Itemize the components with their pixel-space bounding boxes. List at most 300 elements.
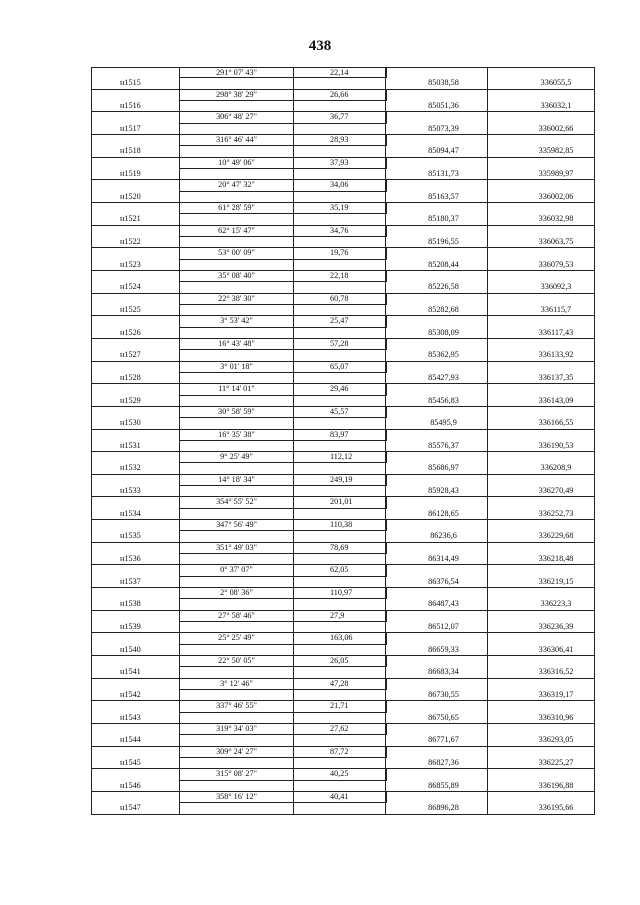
station-name: н1537 xyxy=(92,577,180,587)
distance-cell xyxy=(294,645,386,655)
coord-x: 85456,83 xyxy=(386,396,488,406)
leg-row xyxy=(91,769,595,780)
bearing: 351° 49' 03" xyxy=(180,543,294,554)
station-row xyxy=(91,645,595,656)
distance-cell xyxy=(294,237,386,247)
coord-x-cell xyxy=(386,294,488,305)
station-name: н1520 xyxy=(92,192,180,202)
bearing: 53° 00' 09" xyxy=(180,248,294,259)
bearing: 3° 12' 46" xyxy=(180,679,294,690)
coord-x-cell xyxy=(386,362,488,373)
distance: 110,38 xyxy=(294,520,386,531)
station-name: н1543 xyxy=(92,713,180,723)
leg-row xyxy=(91,792,595,803)
coord-x-cell xyxy=(386,452,488,463)
distance: 163,06 xyxy=(294,633,386,644)
coord-y-cell xyxy=(488,588,594,599)
distance: 28,93 xyxy=(294,135,386,146)
leg-row xyxy=(91,679,595,690)
station-row xyxy=(91,758,595,769)
coord-y-cell xyxy=(488,792,594,803)
distance-cell xyxy=(294,781,386,791)
bearing-cell xyxy=(180,237,294,247)
leg-row xyxy=(91,180,595,191)
station-row xyxy=(91,214,595,225)
coord-x-cell xyxy=(386,679,488,690)
distance-cell xyxy=(294,803,386,813)
distance-cell xyxy=(294,531,386,541)
leg-row xyxy=(91,316,595,327)
bearing: 14° 18' 34" xyxy=(180,475,294,486)
distance: 29,46 xyxy=(294,384,386,395)
bearing-cell xyxy=(180,758,294,768)
coord-y: 336293,05 xyxy=(538,735,574,745)
coord-x: 86512,07 xyxy=(386,622,488,632)
coord-x: 85163,57 xyxy=(386,192,488,202)
leg-row xyxy=(91,362,595,373)
bearing-cell xyxy=(180,441,294,451)
distance: 34,76 xyxy=(294,226,386,237)
coord-x-cell xyxy=(386,135,488,146)
coord-y-cell xyxy=(488,656,594,667)
station-name-cell xyxy=(92,430,180,441)
coord-y-cell xyxy=(488,362,594,373)
coord-x: 85208,44 xyxy=(386,260,488,270)
leg-row xyxy=(91,248,595,259)
coord-y-cell xyxy=(488,611,594,622)
bearing-cell xyxy=(180,373,294,383)
coord-x: 86659,33 xyxy=(386,645,488,655)
bearing-cell xyxy=(180,305,294,315)
distance-cell xyxy=(294,214,386,224)
coord-x-cell xyxy=(386,384,488,395)
coord-x-cell xyxy=(386,90,488,101)
coord-y-cell xyxy=(488,452,594,463)
coord-y: 336218,48 xyxy=(538,554,574,564)
station-name-cell xyxy=(92,792,180,803)
station-name-cell xyxy=(92,475,180,486)
coord-x: 86896,28 xyxy=(386,803,488,813)
station-row xyxy=(91,554,595,565)
distance-cell xyxy=(294,622,386,632)
coord-x: 86236,6 xyxy=(386,531,488,541)
leg-row xyxy=(91,701,595,712)
coord-x: 86128,65 xyxy=(386,509,488,519)
station-name-cell xyxy=(92,68,180,78)
station-row xyxy=(91,486,595,497)
station-row xyxy=(91,418,595,429)
bearing: 11° 14' 01" xyxy=(180,384,294,395)
coord-y: 336002,06 xyxy=(538,191,574,201)
distance-cell xyxy=(294,101,386,111)
distance-cell xyxy=(294,713,386,723)
bearing: 62° 15' 47" xyxy=(180,226,294,237)
coord-x-cell xyxy=(386,475,488,486)
distance: 78,69 xyxy=(294,543,386,554)
coord-y: 336196,88 xyxy=(538,780,574,790)
bearing: 316° 46' 44" xyxy=(180,135,294,146)
station-name-cell xyxy=(92,452,180,463)
coord-y-cell xyxy=(488,135,594,146)
bearing-cell xyxy=(180,124,294,134)
station-name: н1519 xyxy=(92,169,180,179)
coord-y: 336195,66 xyxy=(538,803,574,813)
station-row xyxy=(91,577,595,588)
coord-y: 336306,41 xyxy=(538,644,574,654)
bearing: 291° 07' 43" xyxy=(180,68,294,78)
distance-cell xyxy=(294,305,386,315)
station-name-cell xyxy=(92,180,180,191)
station-row xyxy=(91,305,595,316)
distance-cell xyxy=(294,328,386,338)
bearing-cell xyxy=(180,169,294,179)
station-row xyxy=(91,509,595,520)
distance-cell xyxy=(294,78,386,88)
coord-y: 336133,92 xyxy=(538,350,574,360)
coord-y: 336117,43 xyxy=(538,327,574,337)
station-name-cell xyxy=(92,112,180,123)
distance-cell xyxy=(294,554,386,564)
station-name-cell xyxy=(92,248,180,259)
distance: 37,93 xyxy=(294,158,386,169)
coord-x: 85928,43 xyxy=(386,486,488,496)
bearing-cell xyxy=(180,667,294,677)
station-row xyxy=(91,124,595,135)
bearing: 354° 55' 52" xyxy=(180,497,294,508)
coord-y: 336032,1 xyxy=(540,100,572,110)
station-row xyxy=(91,781,595,792)
coord-x-cell xyxy=(386,701,488,712)
bearing-cell xyxy=(180,599,294,609)
station-row xyxy=(91,735,595,746)
coord-y-cell xyxy=(488,497,594,508)
station-name: н1545 xyxy=(92,758,180,768)
coord-x-cell xyxy=(386,316,488,327)
coord-x-cell xyxy=(386,180,488,191)
leg-row xyxy=(91,226,595,237)
coord-y: 336079,53 xyxy=(538,259,574,269)
bearing: 16° 35' 38" xyxy=(180,430,294,441)
bearing: 2° 08' 36" xyxy=(180,588,294,599)
distance: 110,97 xyxy=(294,588,386,599)
coord-x: 86314,49 xyxy=(386,554,488,564)
bearing: 3° 53' 42" xyxy=(180,316,294,327)
distance-cell xyxy=(294,486,386,496)
station-name: н1534 xyxy=(92,509,180,519)
leg-row xyxy=(91,611,595,622)
station-name-cell xyxy=(92,271,180,282)
station-name: н1521 xyxy=(92,214,180,224)
leg-row xyxy=(91,747,595,758)
coord-y: 336137,35 xyxy=(538,372,574,382)
bearing: 337° 46' 55" xyxy=(180,701,294,712)
coord-x-cell xyxy=(386,271,488,282)
bearing: 27° 58' 46" xyxy=(180,611,294,622)
bearing-cell xyxy=(180,713,294,723)
coord-x-cell xyxy=(386,158,488,169)
coord-y-cell xyxy=(488,407,594,418)
distance-cell xyxy=(294,396,386,406)
station-name-cell xyxy=(92,633,180,644)
coord-x: 85282,68 xyxy=(386,305,488,315)
distance-cell xyxy=(294,577,386,587)
station-row xyxy=(91,373,595,384)
station-name-cell xyxy=(92,520,180,531)
distance: 47,28 xyxy=(294,679,386,690)
station-name: н1530 xyxy=(92,418,180,428)
station-name: н1540 xyxy=(92,645,180,655)
bearing-cell xyxy=(180,554,294,564)
distance-cell xyxy=(294,146,386,156)
coord-y-cell xyxy=(488,430,594,441)
station-name-cell xyxy=(92,362,180,373)
coord-y-cell xyxy=(488,112,594,123)
bearing-cell xyxy=(180,328,294,338)
coord-y: 336208,9 xyxy=(540,463,572,473)
station-name: н1516 xyxy=(92,101,180,111)
distance: 27,62 xyxy=(294,724,386,735)
distance: 201,01 xyxy=(294,497,386,508)
coord-y: 336223,3 xyxy=(540,599,572,609)
coord-y-cell xyxy=(488,203,594,214)
coord-y-cell xyxy=(488,384,594,395)
coord-y-cell xyxy=(488,294,594,305)
station-name-cell xyxy=(92,339,180,350)
station-name-cell xyxy=(92,679,180,690)
bearing: 298° 38' 29" xyxy=(180,90,294,101)
coord-y-cell xyxy=(488,226,594,237)
distance: 21,71 xyxy=(294,701,386,712)
station-name-cell xyxy=(92,316,180,327)
bearing-cell xyxy=(180,531,294,541)
distance: 60,78 xyxy=(294,294,386,305)
bearing: 347° 56' 49" xyxy=(180,520,294,531)
coord-x: 85073,39 xyxy=(386,124,488,134)
bearing: 22° 50' 05" xyxy=(180,656,294,667)
coord-y: 336190,53 xyxy=(538,440,574,450)
distance: 36,77 xyxy=(294,112,386,123)
leg-row xyxy=(91,633,595,644)
station-row xyxy=(91,260,595,271)
station-row xyxy=(91,441,595,452)
station-name: н1535 xyxy=(92,531,180,541)
bearing-cell xyxy=(180,192,294,202)
bearing: 306° 48' 27" xyxy=(180,112,294,123)
coord-y-cell xyxy=(488,520,594,531)
coord-y-cell xyxy=(488,90,594,101)
station-row xyxy=(91,328,595,339)
station-name-cell xyxy=(92,565,180,576)
coord-x-cell xyxy=(386,520,488,531)
station-name: н1536 xyxy=(92,554,180,564)
coord-x-cell xyxy=(386,565,488,576)
coord-y-cell xyxy=(488,68,594,78)
station-name: н1515 xyxy=(92,78,180,88)
leg-row xyxy=(91,656,595,667)
coord-x-cell xyxy=(386,656,488,667)
station-row xyxy=(91,396,595,407)
coord-y-cell xyxy=(488,248,594,259)
coord-y-cell xyxy=(488,316,594,327)
station-name: н1538 xyxy=(92,599,180,609)
coord-y-cell xyxy=(488,724,594,735)
station-name-cell xyxy=(92,497,180,508)
coordinates-table xyxy=(91,67,595,815)
coord-x: 86771,67 xyxy=(386,735,488,745)
coord-y-cell xyxy=(488,769,594,780)
bearing: 0° 37' 07" xyxy=(180,565,294,576)
bearing: 3° 01' 18" xyxy=(180,362,294,373)
leg-row xyxy=(91,158,595,169)
coord-y: 335989,97 xyxy=(538,168,574,178)
station-row xyxy=(91,463,595,474)
coord-y-cell xyxy=(488,475,594,486)
coord-x: 86376,54 xyxy=(386,577,488,587)
station-name-cell xyxy=(92,747,180,758)
station-name: н1531 xyxy=(92,441,180,451)
station-row xyxy=(91,350,595,361)
coord-x-cell xyxy=(386,407,488,418)
coord-y: 336252,73 xyxy=(538,508,574,518)
coord-y-cell xyxy=(488,180,594,191)
coord-x-cell xyxy=(386,633,488,644)
station-name: н1517 xyxy=(92,124,180,134)
page-number: 438 xyxy=(308,38,332,54)
coord-x: 86487,43 xyxy=(386,599,488,609)
bearing: 61° 28' 59" xyxy=(180,203,294,214)
distance: 26,05 xyxy=(294,656,386,667)
coord-y: 336115,7 xyxy=(540,304,572,314)
bearing: 25° 25' 49" xyxy=(180,633,294,644)
coord-x-cell xyxy=(386,611,488,622)
bearing-cell xyxy=(180,645,294,655)
station-row xyxy=(91,599,595,610)
coord-y: 336032,98 xyxy=(538,214,574,224)
coord-y-cell xyxy=(488,633,594,644)
distance: 45,57 xyxy=(294,407,386,418)
coord-y: 336270,49 xyxy=(538,486,574,496)
station-row xyxy=(91,803,595,814)
coord-x-cell xyxy=(386,792,488,803)
station-row xyxy=(91,78,595,89)
distance: 27,9 xyxy=(294,611,386,622)
coord-y: 336219,15 xyxy=(538,576,574,586)
bearing-cell xyxy=(180,396,294,406)
bearing-cell xyxy=(180,214,294,224)
distance: 65,07 xyxy=(294,362,386,373)
coord-x: 85094,47 xyxy=(386,146,488,156)
station-name-cell xyxy=(92,203,180,214)
coord-x: 85196,55 xyxy=(386,237,488,247)
coord-x: 86855,89 xyxy=(386,781,488,791)
coord-x: 85131,73 xyxy=(386,169,488,179)
coord-y: 336319,17 xyxy=(538,690,574,700)
station-row xyxy=(91,192,595,203)
distance: 57,28 xyxy=(294,339,386,350)
coord-y: 336092,3 xyxy=(540,282,572,292)
station-name: н1541 xyxy=(92,667,180,677)
station-name: н1523 xyxy=(92,260,180,270)
coord-x: 85308,09 xyxy=(386,328,488,338)
coord-x-cell xyxy=(386,112,488,123)
distance-cell xyxy=(294,667,386,677)
coord-y-cell xyxy=(488,271,594,282)
coord-y-cell xyxy=(488,679,594,690)
coord-y: 336310,96 xyxy=(538,712,574,722)
station-row xyxy=(91,169,595,180)
leg-row xyxy=(91,294,595,305)
coord-y-cell xyxy=(488,158,594,169)
bearing-cell xyxy=(180,350,294,360)
leg-row xyxy=(91,520,595,531)
bearing-cell xyxy=(180,78,294,88)
station-name: н1529 xyxy=(92,396,180,406)
distance-cell xyxy=(294,599,386,609)
leg-row xyxy=(91,90,595,101)
coord-x: 85495,9 xyxy=(386,418,488,428)
bearing: 35° 08' 40" xyxy=(180,271,294,282)
coord-x: 85051,36 xyxy=(386,101,488,111)
distance: 87,72 xyxy=(294,747,386,758)
distance: 83,97 xyxy=(294,430,386,441)
distance: 62,05 xyxy=(294,565,386,576)
bearing: 315° 08' 27" xyxy=(180,769,294,780)
coord-y: 335982,85 xyxy=(538,146,574,156)
bearing: 30° 58' 59" xyxy=(180,407,294,418)
coord-x-cell xyxy=(386,339,488,350)
bearing: 319° 34' 03" xyxy=(180,724,294,735)
coord-x: 86730,55 xyxy=(386,690,488,700)
station-name-cell xyxy=(92,294,180,305)
coord-x: 86683,34 xyxy=(386,667,488,677)
distance-cell xyxy=(294,192,386,202)
station-row xyxy=(91,146,595,157)
coord-y: 336055,5 xyxy=(540,78,572,88)
coord-x-cell xyxy=(386,588,488,599)
station-name-cell xyxy=(92,543,180,554)
distance: 249,19 xyxy=(294,475,386,486)
bearing-cell xyxy=(180,735,294,745)
distance: 22,14 xyxy=(294,68,386,78)
coord-x-cell xyxy=(386,203,488,214)
coord-x-cell xyxy=(386,226,488,237)
coord-x-cell xyxy=(386,543,488,554)
bearing-cell xyxy=(180,418,294,428)
station-row xyxy=(91,237,595,248)
station-row xyxy=(91,667,595,678)
leg-row xyxy=(91,112,595,123)
station-name-cell xyxy=(92,656,180,667)
coord-x: 85686,97 xyxy=(386,463,488,473)
bearing-cell xyxy=(180,463,294,473)
station-name-cell xyxy=(92,724,180,735)
bearing-cell xyxy=(180,101,294,111)
station-name-cell xyxy=(92,407,180,418)
coord-x: 85427,93 xyxy=(386,373,488,383)
station-name-cell xyxy=(92,90,180,101)
distance-cell xyxy=(294,735,386,745)
distance-cell xyxy=(294,418,386,428)
distance-cell xyxy=(294,690,386,700)
bearing-cell xyxy=(180,803,294,813)
coord-y: 336002,66 xyxy=(538,123,574,133)
distance: 26,66 xyxy=(294,90,386,101)
distance: 40,25 xyxy=(294,769,386,780)
station-name: н1524 xyxy=(92,282,180,292)
distance: 19,76 xyxy=(294,248,386,259)
coord-x-cell xyxy=(386,430,488,441)
coord-y: 336063,75 xyxy=(538,236,574,246)
